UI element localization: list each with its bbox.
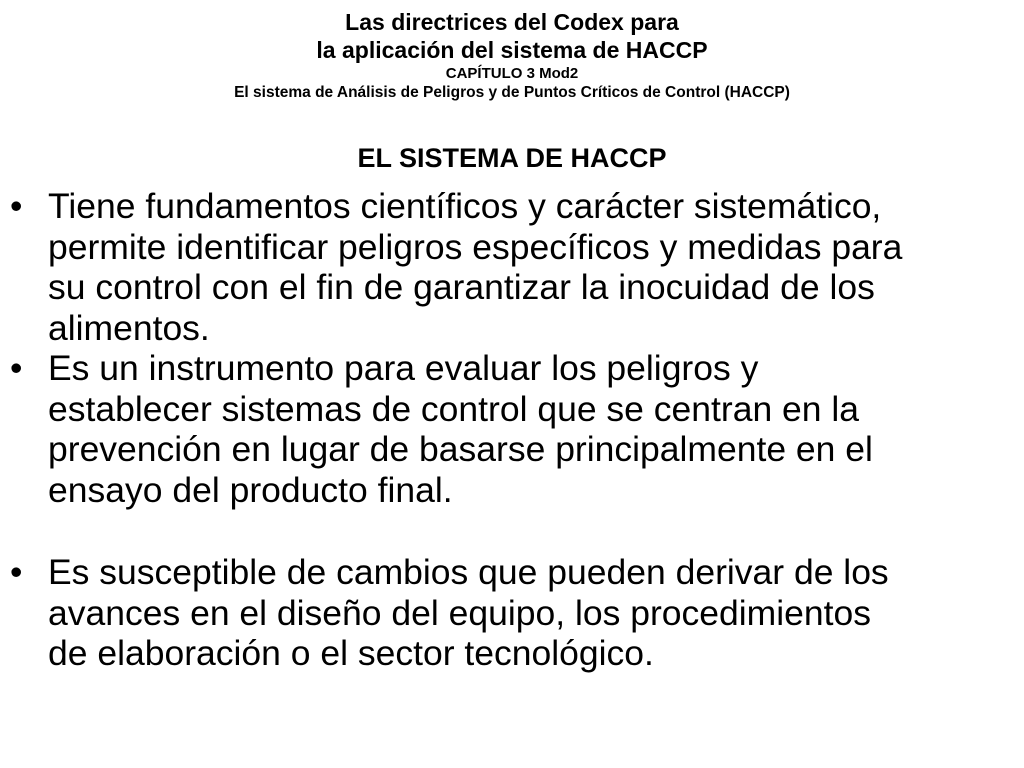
bullet-line: su control con el fin de garantizar la inocuidad de los [48,267,875,307]
bullet-line: Es un instrumento para evaluar los peligros y [48,348,759,388]
bullet-line: permite identificar peligros específicos y medidas para [48,226,903,267]
bullet-line: ensayo del producto final. [48,469,453,510]
bullet-item [0,186,1024,348]
slide-header [0,8,1024,102]
bullet-line: Tiene fundamentos científicos y carácter sistemático, [48,186,882,226]
bullet-list [0,186,1024,674]
bullet-icon: • [10,186,23,226]
bullet-icon: • [10,552,23,592]
chapter-label: CAPÍTULO 3 Mod2 [445,65,579,82]
bullet-line: establecer sistemas de control que se centran en la [48,388,860,429]
bullet-line: de elaboración o el sector tecnológico. [48,633,654,673]
bullet-line: avances en el diseño del equipo, los procedimientos [48,592,871,633]
section-heading: EL SISTEMA DE HACCP [357,143,667,173]
bullet-item [0,348,1024,510]
bullet-icon: • [10,348,23,388]
slide-title-line-1: Las directrices del Codex para [345,9,679,35]
slide-title-line-2: la aplicación del sistema de HACCP [316,37,708,63]
bullet-line: prevención en lugar de basarse principalmente en el [48,429,873,469]
bullet-item [0,552,1024,674]
slide-subtitle: El sistema de Análisis de Peligros y de Puntos Críticos de Control (HACCP) [234,84,790,101]
bullet-line: Es susceptible de cambios que pueden derivar de los [48,552,889,592]
bullet-line: alimentos. [48,307,210,348]
